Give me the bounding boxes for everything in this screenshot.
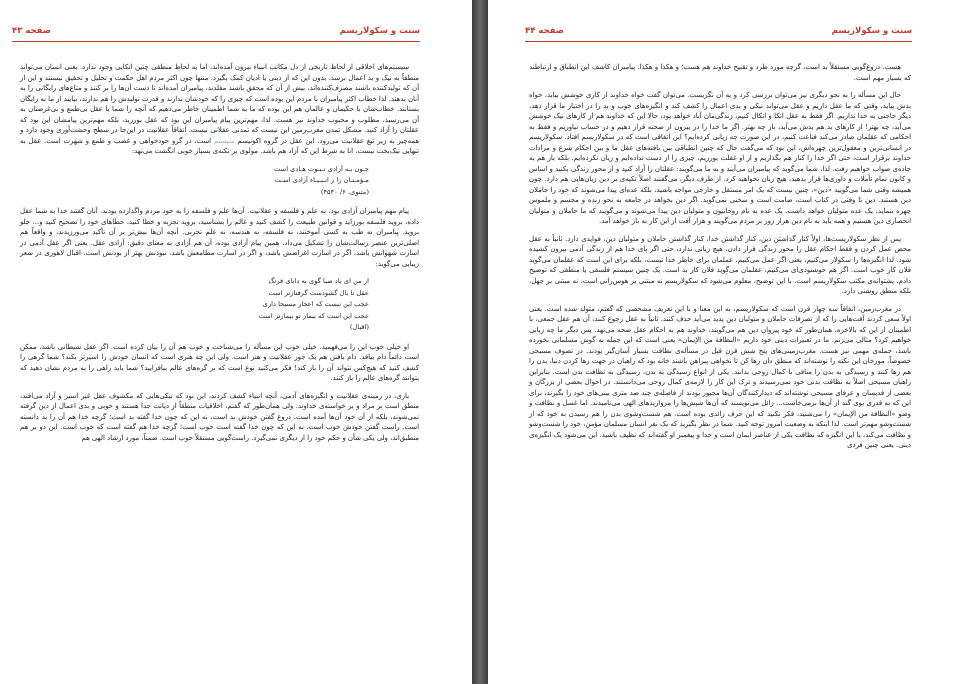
poem-line: عقل تا بال گشودست گرفتارتر است [268,288,369,297]
page-body [20,62,419,450]
header-rule [12,41,420,42]
paragraph: در مغرب‌زمین، اتفاقاً سه چهار قرن است که سکولاریسم، به این معنا و با این تعریف مشخصی که گفتم، متولد شده است. یعنی اولاً سعی کردند آفت‌هایی را که از تصرفات حاملان و متولیان دین پدید می‌آید حذف کنند. ثانیاً به عقل رجوع کنند، آن هم عقل جمعی، با اطمینان از این که بالاخره، همان‌طور که خود پیروان دین هم می‌گویند، خداوند هم به احکام عقل صحه می‌نهد. پس دیگر ما چه زیانی خواهیم کرد؟ مثالی می‌زنم. ما در تعبیرات دینی خود داریم «النظافة من الإیمان» یعنی است که این جمله به گوش مسلمانی نخورده باشد، جمله‌ی مهمی نیز هست. مغرب‌زمینی‌های پنج شش قرن قبل در مسأله‌ی نظافت بسیار آسان‌گیر بودند. در تصوف مسیحی خصوصاً، مورخان این نکته را نوشته‌اند که منطق دان رها کن تا نخواهی پیراهن باشند خانه بود که راهبان در جهت رها کردن دنیا، بدن را هم رها کنند و رسیدگی به بدن را منافی با کمال روحی بدانند. یکی از انواع رسیدگی به بدن، رسیدگی به نظافت بدن است. بنابراین راهبان مسیحی اصلاً به نظافت بدنی خود نمی‌رسیدند و ترک این کار را لازمه‌ی کمال روحی می‌دانستند. در احوال بعضی از بزرگان و بعضی از قدیسان و عرفای مسیحی نوشته‌اند که دیدارکنندگان آن‌ها مجبور بودند از فاصله‌ی چند صد متری بینی‌های خود را بگیرند، برای این که به قدری بوی گند از آن‌ها برمی‌خاست... زائل می‌نویسند که آن‌ها شپش‌ها را مرواریدهای الهی می‌نامیدند. اما غسل و نظافت و وضو «النظافة من الإیمان» را می‌شنید، فکر نکنید که این حرف زائدی بوده است. هم شست‌وشوی بدن را هم رسیدن به خود که از شست‌وشو مهم‌تر است. لذا اینکه به وضعیت امروز توجه کنید. شما در نظر بگیرید که یک نفر انسان مسلمان مؤمن، خود را شست‌وشو و نظافت می‌کند، یا این انگیزه که نظافت یکی از عناصر ایمان است و خدا و پیغمبر او گفته‌اند که نظیف باشید. این می‌شود یک انگیزه‌ی دینی. یعنی چنین فردی [529,304,911,449]
paragraph: پیام مهم پیامبران آزادی بود، نه علم و فلسفه و عقلانیت. آن‌ها علم و فلسفه را به خود مردم واگذارده بودند. آنان گفتند خدا به شما عقل داده، بروید فلسفه بورزاید و قوانین طبیعت را کشف کنید و عالم را بشناسید، بروید تجربه و خطا کنید، خطاهای خود را تصحیح کنید و... جلو بروید. پیامبران نه طب به کسی آموختند، نه فلسفه، نه هندسه، نه علم تجربی. آنچه آن‌ها بیش‌تر بر آن تأکید می‌ورزیدند، و واقعاً هم اصلی‌ترین عنصر رسالت‌شان را تشکیل می‌داد، همین پیام آزادی بوده، آن هم آزادی به معنای دقیق: آزادی عقل. یعنی اگر عقل آدمی در اسارت شهواتش باشد، اگر در اسارت اغراضش باشد، و اگر در اسارت مطامعش باشد، نبودنش بهتر از بودنش است. اقبال لاهوری در شعر زیبایی می‌گوید: [20,207,419,268]
page-body [529,62,911,458]
poem-line: از من ای باد صبا گوی به دانای فرنگ [268,277,369,285]
poem-block [20,276,369,334]
poem-citation: (اقبال) [349,323,369,331]
paragraph: او خیلی خوب این را می‌فهمید. خیلی خوب این مسأله را می‌شناخت و خوب هم آن را بیان کرده است. اگر عقل شیطانی باشد، ممکن است دائماً دام بیافد. دام بافتن هم یک جور عقلانیت و هنر است. ولی این چه هنری است که انسان خودش را اسیرتر بکند؟ شما گرهی را کشف کنید که هیچ‌کس نتواند آن را باز کند! فکر می‌کنید نوع است که بر گره‌های عالم بیافزایید؟ شما باید راهی را به مردم نشان دهید که بتوانند گره‌های عالم را باز کنند. [20,342,419,382]
paragraph [20,62,419,157]
paragraph: حال این مسأله را به نحو دیگری نیز می‌توان بررسی کرد و به آن نگریست. می‌توان گفت خواه خداوند از کاری خوشش بیاید، خواه بدش بیاید، وقتی که ما عقل داریم و عقل می‌تواند نیکی و بدی اعمال را کشف کند و انگیزه‌های خوب و بد را در اختیار ما قرار دهد، دیگر حاجتی به خدا نداریم. اگر فقط به عقل اتکا و اتکال کنیم، زندگی‌مان آباد خواهد بود، حالا این که خداوند هم از کارهای نیک خوشش می‌آید، چه بهتر! از کارهای بد هم بدش می‌آید، باز چه بهتر. اگر ما خدا را در بیرون از صحنه قرار دهیم و در حساب نیاوریم و فقط به احکامی که عقلمان صادر می‌کند قناعت کنیم، در این صورت چه زیانی کرده‌ایم؟ این اتفاقی است که در سکولاریسم افتاد. سکولاریسم در انسانی‌ترین و معقول‌ترین چهره‌اش، این بود که می‌گفت حال که چنین انطباقی بین یافته‌های عقل ما و بین احکام شرع و مرادات خداوند برقرار است، حتی اگر خدا را کنار هم بگذاریم و از او غفلت بورزیم، چیزی را از دست نداده‌ایم و زیان نکرده‌ایم. بلکه باز هم به جاده‌ی صواب خواهیم رفت. لذا، شما می‌گوید که پیامبران می‌آیند و به ما می‌گویند: عقلتان را آزاد کنید و از محور زندگی بکنید و اساس و کانون تمام تأملات و داوری‌ها قرار بدهید، هیچ زیان نخواهید کرد. از طرف دیگر، می‌گفتند اصلاً تکیه‌ی بر دین زیان‌هایی هم دارد. چون همیشه وقتی شما می‌گویید «دین»، چنین نیست که یک امر مستقل و خارجی مواجه باشید، بلکه عده‌ای پیدا می‌شوند که خود را حاملان دین هستند. دین تا وقتی در کتاب است، صامت است و سخنی نمی‌گوید. اگر دین بخواهد در جامعه به نحو زنده و مجسم و ملموس چهره بنماید، یک عده متولیان خواهد داشت. یک عده به نام روحانیون و متولیان دین پیدا می‌شوند و می‌گویند که ما حاملان و متولیان انحصاری دین هستیم و همه باید به نام دین هراز زور بر مردم می‌گویند و هزار آفت از این کار به بار خواهد آمد. [529,91,911,225]
book-gutter [472,0,488,684]
paragraph-text: است، در گرو خودخواهی و غضب و طمع و شهرت است. عقل به تنهایی نیک‌بخت نیست، انا به شرط این که آزاد هم باشد. مولوی بر نکته‌ی بسیار خوبی انگشت می‌نهد: [20,136,419,155]
paragraph: باری، در زمینه‌ی عقلانیت و انگیزه‌های آدمی، آنچه انبیاء کشف کردند، این بود که نیکی‌هایی که مکشوف عقل غیر اسیر و آزاد می‌افتد، منطق است بر مراد و بر خواسته‌ی خداوند. ولی همان‌طور که گفتم، اخلاقیات منطقاً از دیانت جدا هستند و خوبی و بدی اعمال از دین گرفته نمی‌شوند، بلکه از آن خود آن‌ها آمده است. دروغ گفتن خودش بد است، نه این که چون خدا گفته بد است؛ گرچه خدا هم آن را بد دانسته است. راست گفتن خودش خوب است، نه این که چون خدا گفته است خوب است؛ گرچه خدا هم گفته است که خوب است. این دو بر هم منطبق‌اند، ولی یکی شأن و حکم خود را از دیگری نمی‌گیرد. راست‌گویی مستقلاً خوب است. ضمناً، مورد ارشاد الهی هم [20,391,419,442]
running-header-title: سنت و سکولاریسم [831,26,912,36]
page-number: صفحه ۴۴ [525,26,564,36]
page-44 [488,0,966,684]
poem-line: عجب این است که بیمار تو بیمارتر است [258,311,369,320]
page-number: صفحه ۴۳ [12,26,51,36]
page-43 [0,0,472,684]
poem-citation: (مثنوی، ۶/ ۴۵۴۰) [320,187,369,196]
poem-line: چـون بـه آزادی نـبـوت هـادی است [274,164,369,173]
poem-line: عجب این نیست که اعجاز مسیحا داری [262,300,369,308]
paragraph-text: سیستم‌های اخلاقی از لحاظ تاریخی از دل مکاتب انبیاء بیرون آمده‌اند، اما به لحاظ منطقی چنین اتکایی وجود ندارد. یعنی انسان می‌تواند منطقاً به نیک و بد اعمال برسد، بدون این که از دینی یا ادیان کمک بگیرد. منتها چون اکثر مردم اهل حکمت و تحلیل و تحقیق نیستند و این از آن که تولیدکننده باشند مصرف‌کننده‌اند، بیش از آن که محقق باشند مقلدند، پیامبران آمده‌اند تا دست آن‌ها را بر کنند و متاع‌های رایگانی را به آنان بدهند. لذا خطاب اکثر پیامبران با مردم این بوده است که چیزی را که خودشان ندارند و قدرت تولیدش را هم ندارند، بیایند از ما به رایگان بستانند. خطاب‌شان با حکیمان و عالمان هم این بوده که ما به شما اطمینان خاطر می‌دهیم که آنچه را شما با عقل بی‌طمع و بی‌غرضتان به آن می‌رسید، مطلوب و محبوب خداوند نیز هست. لذا، مهم‌ترین پیام پیامبران این بود که عقل بورزید، بلکه مهم‌ترین پیامشان این بود که عقلتان را آزاد کنید. مشکل تمدن مغرب‌زمین این نیست که تمدنی عقلانی نیست. اتفاقاً عقلانیت در این‌جا در سطح وحشت‌آوری وجود دارد و همه‌چیز به زیر تیغ عقلانیت می‌رود. این عقل در گروه اکونیسم [20,63,419,145]
header-rule [525,41,912,42]
paragraph: پس از نظر سکولاریست‌ها، اولاً کنار گذاشتن دین، کنار گذاشتن خدا، کنار گذاشتن حاملان و متولیان دین، فوایدی دارد. ثانیاً به عقل محض عمل کردن و فقط احکام عقل را محور زندگی قرار دادن، هیچ زیانی ندارد، حتی اگر پای خدا هم از زندگی آدمی بیرون کشیده شود. لذا انگیزه‌ها را سکولار می‌کنیم، یعنی اگر عمل می‌کنیم، عملمان برای خاطر خدا نیست، بلکه برای این است که عقلمان می‌گوید فلان کار خوب است. اگر هم خوشنودی‌ای می‌کنیم، عقلمان می‌گوید فلان کار بد است. یک چنین سیستم فلسفی یا منطقی که توضیح دادم، پشتوانه‌ی مکتب سکولاریسم است. با این توضیح، معلوم می‌شود که سکولاریسم نه مبتنی بر هوس‌رانی است، نه مبتنی بر جهل، بلکه منطق روشنی دارد. [529,234,911,295]
highlight-word: سیستم [213,136,235,145]
paragraph: هست. دروغ‌گویی مستقلاً بد است، گرچه مورد طرد و تقبیح خداوند هم هست؛ و هکذا و هکذا. پیامبران کاشف این انطباق و ارتباطند که بسیار مهم است. [529,63,911,82]
poem-block [20,164,369,199]
poem-line: مـؤمـنـان را ز انـبـیـاء آزادی اسـت [274,176,369,184]
running-header-title: سنت و سکولاریسم [339,26,420,36]
